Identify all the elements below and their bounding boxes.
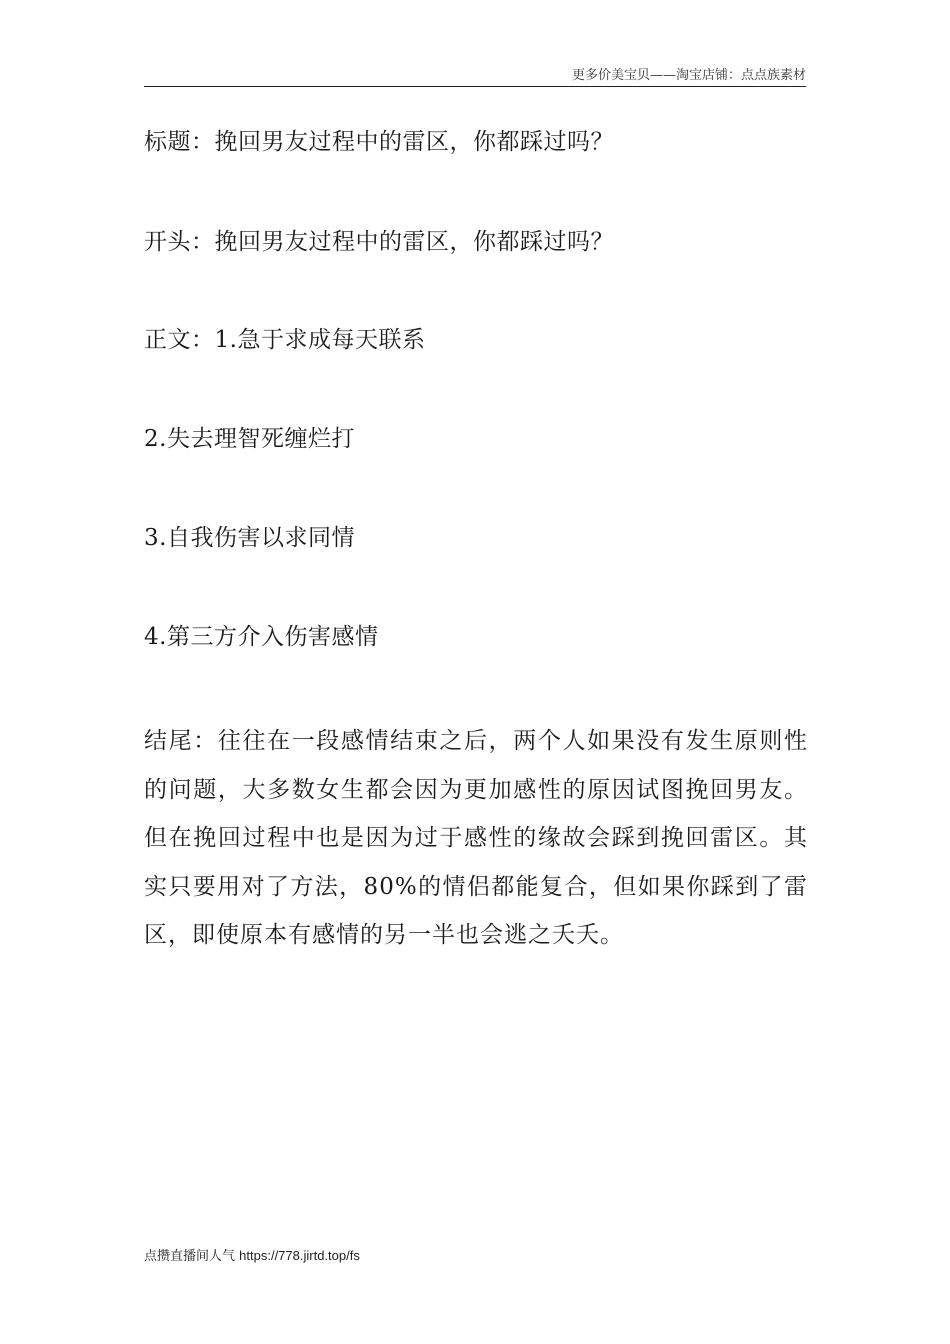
- page-footer: [144, 1247, 360, 1266]
- footer-link[interactable]: https://778.jirtd.top/fs: [239, 1248, 360, 1263]
- body-item-2: 2.失去理智死缠烂打: [144, 426, 355, 452]
- opening-line: 开头：挽回男友过程中的雷区，你都踩过吗？: [144, 229, 614, 255]
- ending-paragraph: 结尾：往往在一段感情结束之后，两个人如果没有发生原则性的问题，大多数女生都会因为更加感性的原因试图挽回男友。但在挽回过程中也是因为过于感性的缘故会踩到挽回雷区。其实只要用对了方法，80%的情侣都能复合，但如果你踩到了雷区，即使原本有感情的另一半也会逃之夭夭。: [144, 728, 808, 949]
- footer-label: 点攒直播间人气: [144, 1249, 236, 1264]
- body-item-1: 正文：1.急于求成每天联系: [144, 327, 426, 353]
- page-header: [144, 66, 806, 87]
- body-item-4: 4.第三方介入伤害感情: [144, 624, 379, 650]
- title-line: 标题：挽回男友过程中的雷区，你都踩过吗？: [144, 129, 614, 155]
- body-item-3: 3.自我伤害以求同情: [144, 525, 355, 551]
- header-text: 更多价美宝贝——淘宝店铺：点点族素材: [571, 68, 806, 83]
